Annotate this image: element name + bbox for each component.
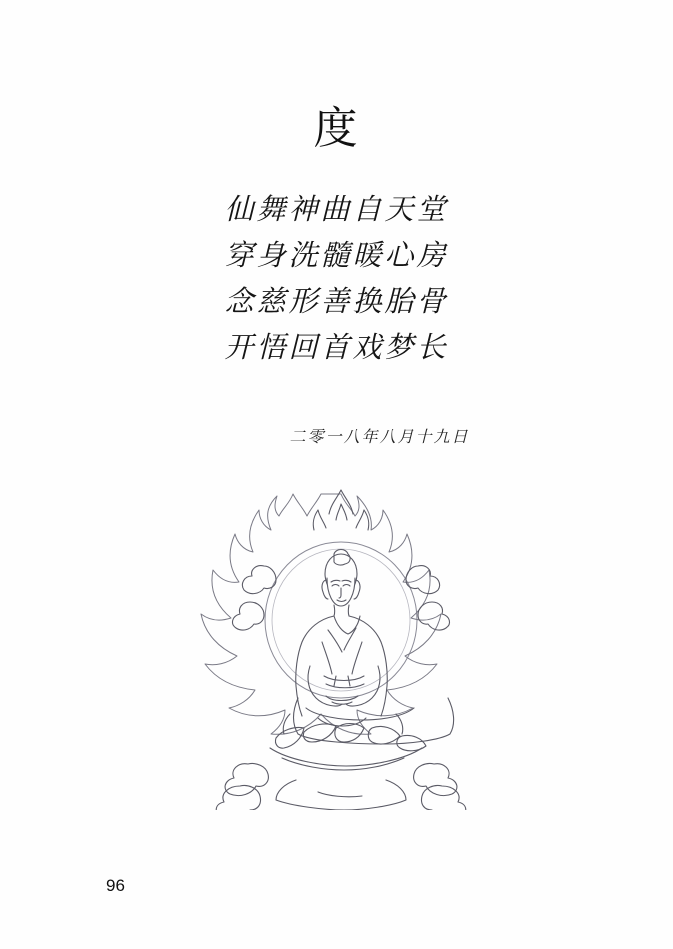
poem-line: 念慈形善换胎骨: [224, 284, 449, 318]
poem-date: 二零一八年八月十九日: [289, 427, 470, 446]
poem-line: 仙舞神曲自天堂: [224, 192, 449, 226]
page-number: 96: [106, 876, 125, 895]
poem-line: 穿身洗髓暖心房: [224, 238, 449, 272]
page-title: 度: [313, 103, 360, 154]
poem-body: [0, 186, 673, 370]
poem-line: 开悟回首戏梦长: [224, 330, 449, 364]
seated-buddha-illustration: [186, 470, 496, 810]
